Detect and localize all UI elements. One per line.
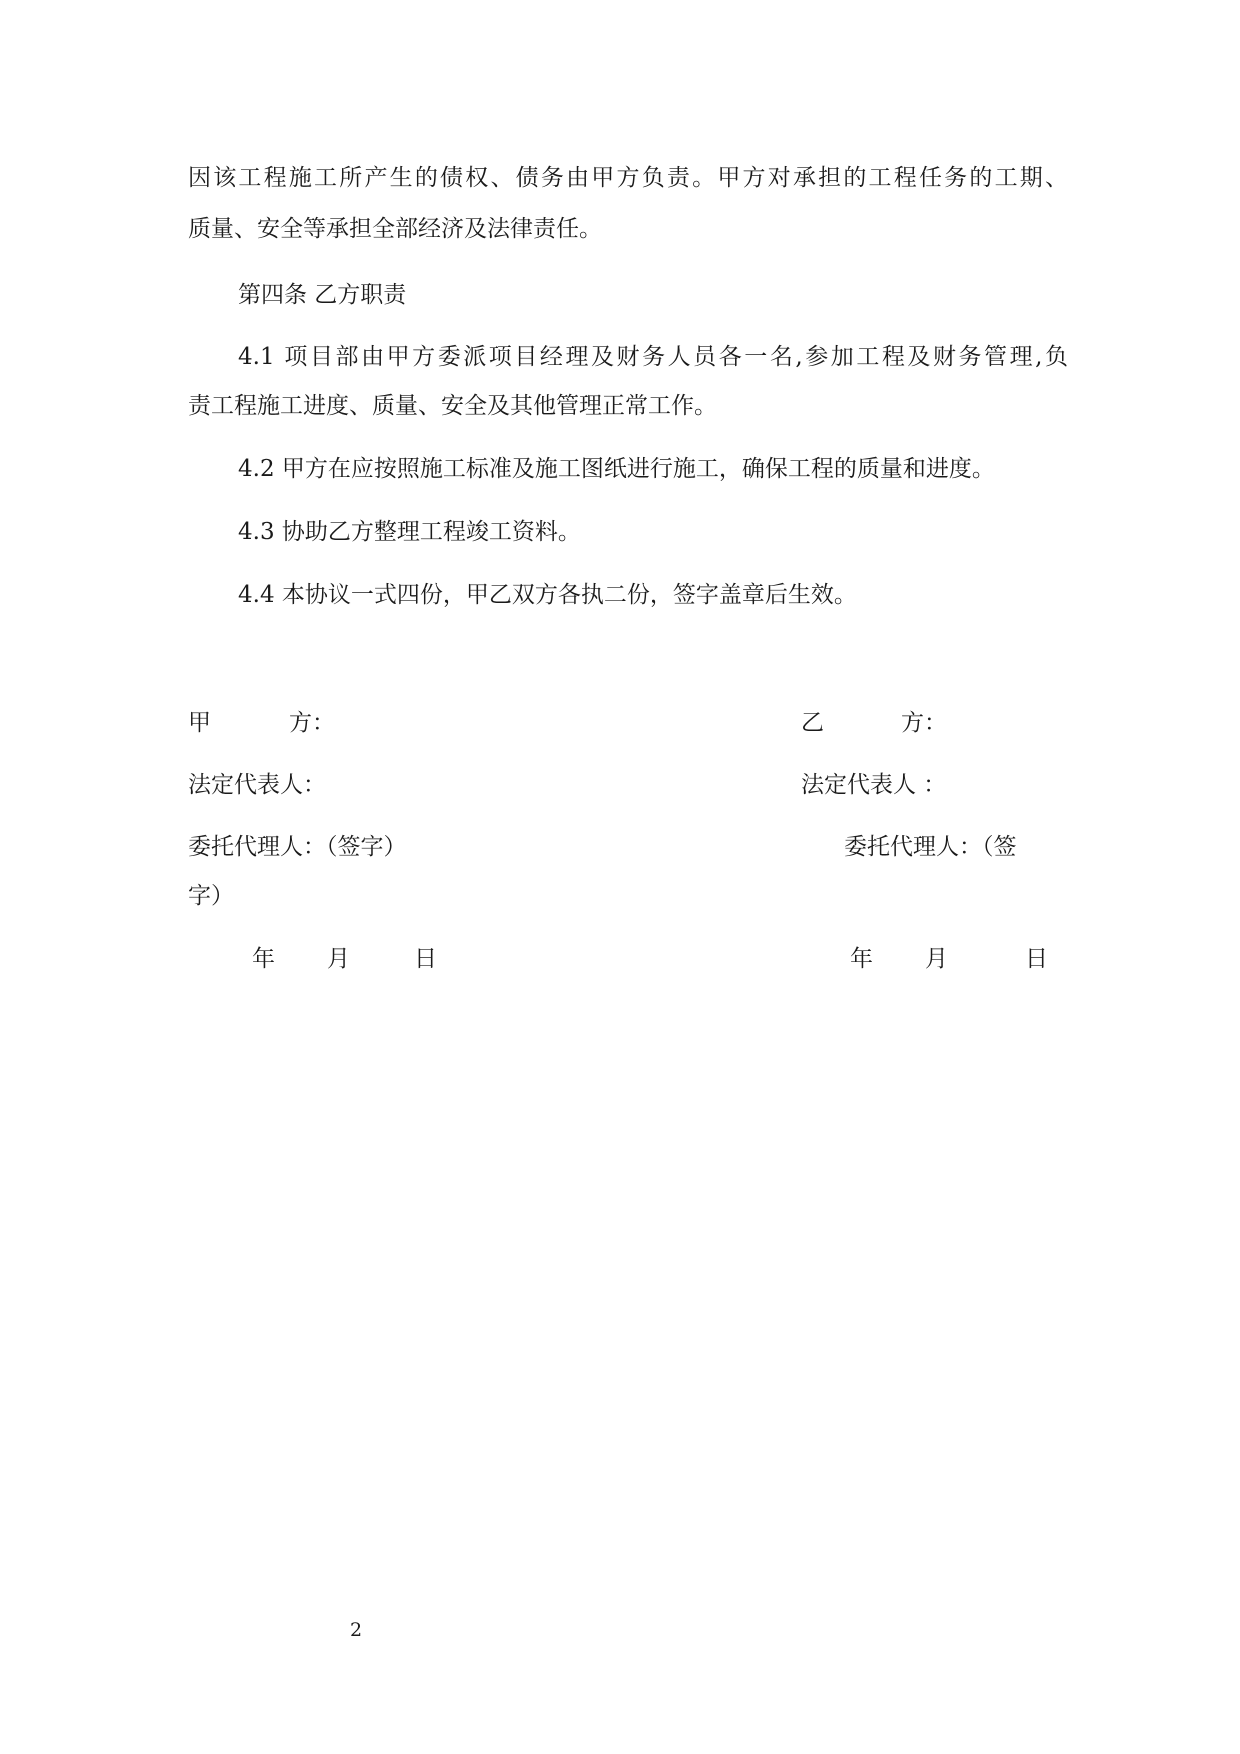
party-b-agent-wrap: 字） [188,883,234,909]
party-a-label-suffix: 方： [289,710,335,736]
party-b-label-char: 乙 [801,710,824,736]
party-a-day: 日 [414,946,437,972]
clause-4-2: 4.2 甲方在应按照施工标准及施工图纸进行施工，确保工程的质量和进度。 [238,456,995,482]
party-b-year: 年 [850,946,873,972]
article-heading: 第四条 乙方职责 [238,282,407,308]
party-b-day: 日 [1025,946,1048,972]
party-b-label-suffix: 方： [901,710,947,736]
clause-4-4: 4.4 本协议一式四份，甲乙双方各执二份，签字盖章后生效。 [238,582,857,608]
party-b-agent: 委托代理人：（签 [844,834,1017,860]
paragraph-line: 因该工程施工所产生的债权、债务由甲方负责。甲方对承担的工程任务的工期、 [188,165,1068,191]
paragraph-line: 质量、安全等承担全部经济及法律责任。 [188,216,602,242]
party-a-agent: 委托代理人：（签字） [188,834,407,860]
clause-4-1-line: 4.1 项目部由甲方委派项目经理及财务人员各一名,参加工程及财务管理,负 [238,344,1068,370]
party-b-month: 月 [925,946,948,972]
party-a-legal-rep: 法定代表人： [188,772,326,798]
party-a-month: 月 [327,946,350,972]
party-a-label-char: 甲 [188,710,211,736]
clause-4-1-line: 责工程施工进度、质量、安全及其他管理正常工作。 [188,393,717,419]
page-number: 2 [350,1619,363,1641]
party-b-legal-rep: 法定代表人 ： [801,772,947,798]
clause-4-3: 4.3 协助乙方整理工程竣工资料。 [238,519,581,545]
party-a-year: 年 [252,946,275,972]
